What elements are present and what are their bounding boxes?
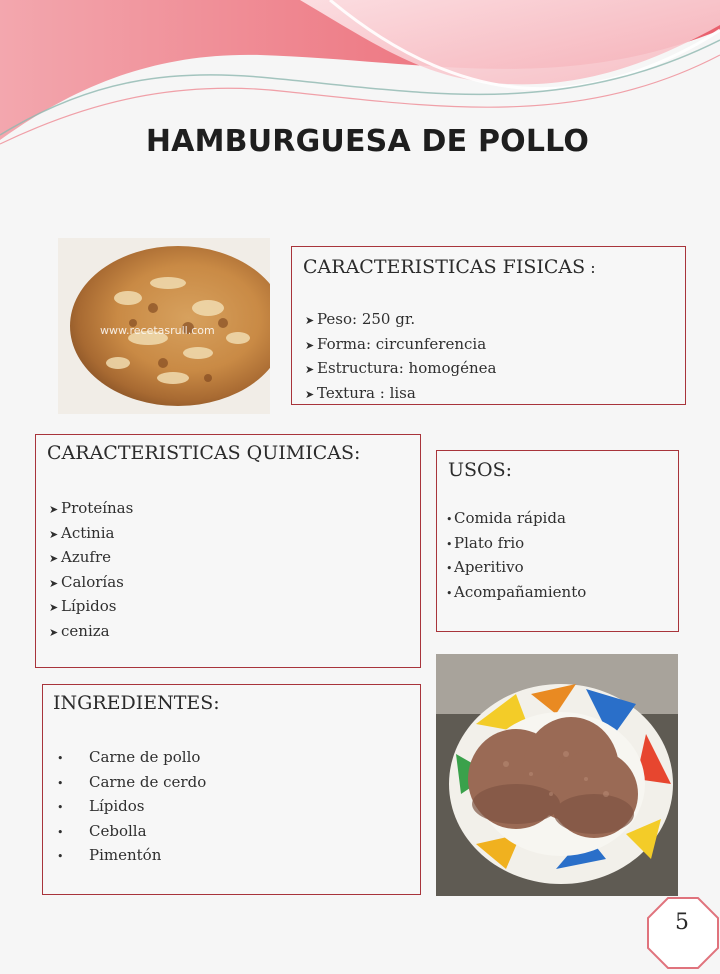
arrow-bullet-icon: ➤	[49, 503, 59, 516]
list-item: • Pimentón	[57, 844, 206, 869]
arrow-bullet-icon: ➤	[305, 338, 315, 352]
list-item: ➤ Peso: 250 gr.	[305, 308, 496, 333]
chemical-characteristics-list	[49, 497, 133, 644]
dot-bullet-icon: •	[57, 825, 64, 839]
arrow-bullet-icon: ➤	[305, 314, 315, 327]
list-item: • Comida rápida	[446, 507, 586, 532]
list-item: • Carne de pollo	[57, 746, 206, 771]
plate-photo	[436, 654, 678, 896]
arrow-bullet-icon: ➤	[49, 527, 59, 541]
ingredients-box	[42, 684, 421, 895]
dot-bullet-icon: •	[446, 513, 453, 526]
list-item: ➤ Textura : lisa	[305, 382, 496, 407]
arrow-bullet-icon: ➤	[49, 576, 59, 590]
plate-photo-image	[436, 654, 678, 896]
arrow-bullet-icon: ➤	[305, 387, 315, 401]
list-item: • Cebolla	[57, 820, 206, 845]
burger-photo-image	[58, 238, 270, 414]
page-number-badge	[646, 896, 720, 970]
list-item: ➤ Estructura: homogénea	[305, 357, 496, 382]
list-item: • Lípidos	[57, 795, 206, 820]
physical-characteristics-heading: CARACTERISTICAS FISICAS :	[303, 256, 596, 278]
list-item: ➤ Actinia	[49, 522, 133, 547]
chemical-characteristics-box	[35, 434, 421, 668]
dot-bullet-icon: •	[57, 776, 64, 790]
list-item: • Aperitivo	[446, 556, 586, 581]
list-item: • Carne de cerdo	[57, 771, 206, 796]
list-item: • Acompañamiento	[446, 581, 586, 606]
arrow-bullet-icon: ➤	[49, 552, 59, 565]
arrow-bullet-icon: ➤	[49, 625, 59, 639]
dot-bullet-icon: •	[57, 850, 64, 863]
page-number: 5	[675, 910, 689, 935]
dot-bullet-icon: •	[57, 801, 64, 814]
list-item: ➤ Proteínas	[49, 497, 133, 522]
arrow-bullet-icon: ➤	[49, 601, 59, 614]
burger-photo	[58, 238, 270, 414]
uses-box	[436, 450, 679, 632]
uses-heading: USOS:	[448, 459, 513, 481]
dot-bullet-icon: •	[57, 752, 64, 765]
list-item: ➤ ceniza	[49, 620, 133, 645]
arrow-bullet-icon: ➤	[305, 363, 315, 376]
physical-characteristics-box	[291, 246, 686, 405]
list-item: ➤ Calorías	[49, 571, 133, 596]
list-item: ➤ Lípidos	[49, 595, 133, 620]
list-item: ➤ Azufre	[49, 546, 133, 571]
dot-bullet-icon: •	[446, 586, 453, 600]
page-title: HAMBURGUESA DE POLLO	[145, 124, 590, 159]
ingredients-list	[57, 746, 206, 869]
photo-watermark: www.recetasrull.com	[100, 324, 215, 337]
list-item: ➤ Forma: circunferencia	[305, 333, 496, 358]
list-item: • Plato frio	[446, 532, 586, 557]
dot-bullet-icon: •	[446, 562, 453, 575]
physical-characteristics-list	[305, 308, 496, 406]
dot-bullet-icon: •	[446, 537, 453, 551]
chemical-characteristics-heading: CARACTERISTICAS QUIMICAS:	[47, 442, 361, 464]
ingredients-heading: INGREDIENTES:	[53, 692, 220, 714]
uses-list	[446, 507, 586, 605]
